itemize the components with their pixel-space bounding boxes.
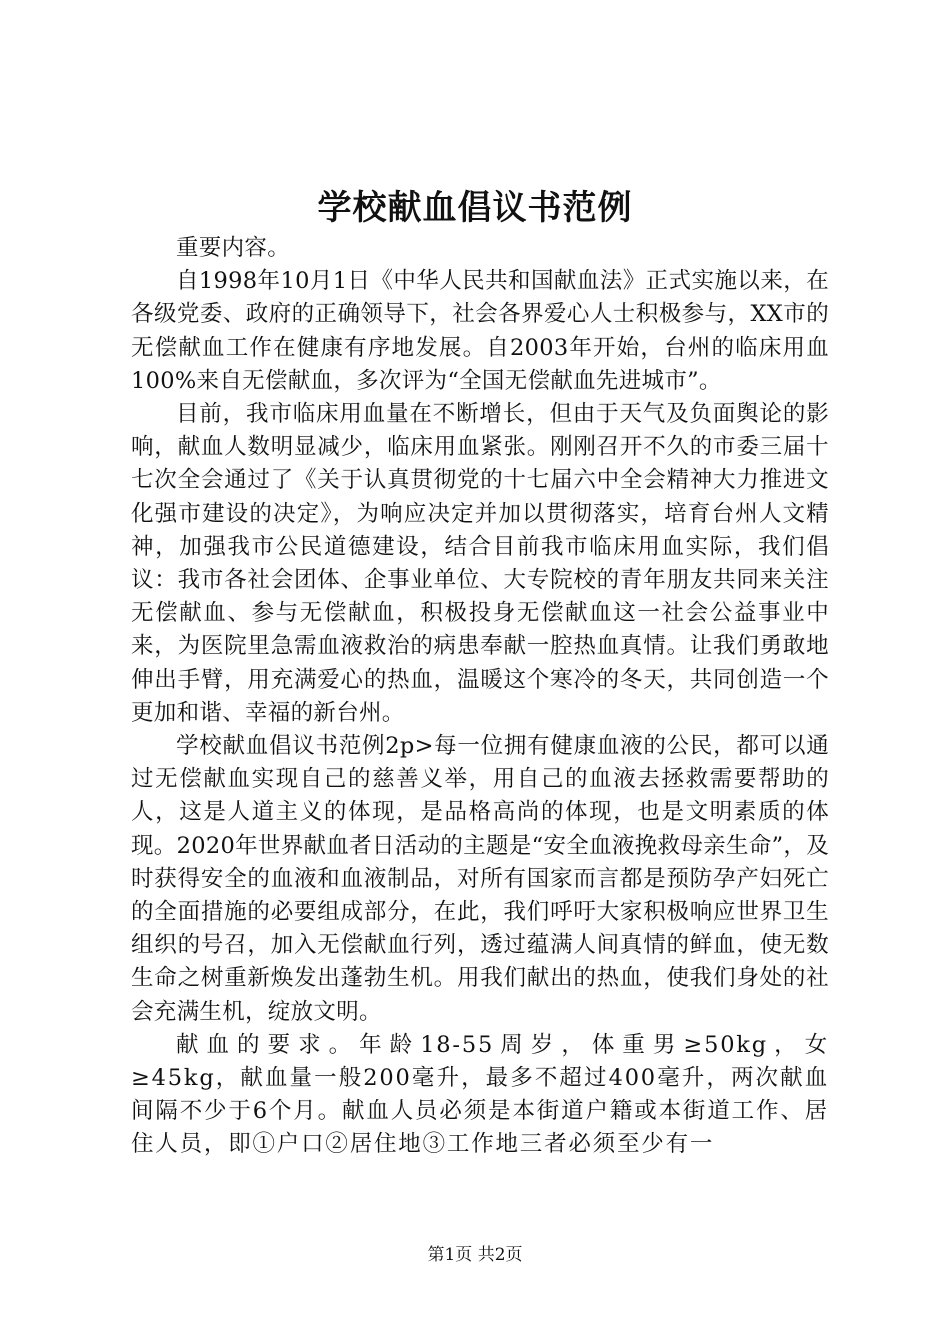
document-body bbox=[131, 232, 829, 1162]
paragraph-initiative: 目前，我市临床用血量在不断增长，但由于天气及负面舆论的影响，献血人数明显减少，临床用血紧张。刚刚召开不久的市委三届十七次全会通过了《关于认真贯彻党的十七届六中全会精神大力推进文化强市建设的决定》，为响应决定并加以贯彻落实，培育台州人文精神，加强我市公民道德建设，结合目前我市临床用血实际，我们倡议：我市各社会团体、企事业单位、大专院校的青年朋友共同来关注无偿献血、参与无偿献血，积极投身无偿献血这一社会公益事业中来，为医院里急需血液救治的病患奉献一腔热血真情。让我们勇敢地伸出手臂，用充满爱心的热血，温暖这个寒冷的冬天，共同创造一个更加和谐、幸福的新台州。 bbox=[131, 401, 829, 726]
paragraph-requirements: 献血的要求。年龄18-55周岁，体重男≥50kg，女≥45kg，献血量一般200毫升，最多不超过400毫升，两次献血间隔不少于6个月。献血人员必须是本街道户籍或本街道工作、居住人员，即①户口②居住地③工作地三者必须至少有一 bbox=[131, 1031, 829, 1158]
paragraph-history: 自1998年10月1日《中华人民共和国献血法》正式实施以来，在各级党委、政府的正确领导下，社会各界爱心人士积极参与，XX市的无偿献血工作在健康有序地发展。自2003年开始，台州的临床用血100%来自无偿献血，多次评为“全国无偿献血先进城市”。 bbox=[131, 268, 829, 394]
page-footer: 第1页 共2页 bbox=[427, 1245, 523, 1265]
paragraph-example-2: 学校献血倡议书范例2p>每一位拥有健康血液的公民，都可以通过无偿献血实现自己的慈善义举，用自己的血液去拯救需要帮助的人，这是人道主义的体现，是品格高尚的体现，也是文明素质的体现。2020年世界献血者日活动的主题是“安全血液挽救母亲生命”，及时获得安全的血液和血液制品，对所有国家而言都是预防孕产妇死亡的全面措施的必要组成部分，在此，我们呼吁大家积极响应世界卫生组织的号召，加入无偿献血行列，透过蕴满人间真情的鲜血，使无数生命之树重新焕发出蓬勃生机。用我们献出的热血，使我们身处的社会充满生机，绽放文明。 bbox=[131, 733, 829, 1025]
paragraph-intro: 重要内容。 bbox=[176, 235, 291, 261]
document-title: 学校献血倡议书范例 bbox=[317, 188, 633, 228]
